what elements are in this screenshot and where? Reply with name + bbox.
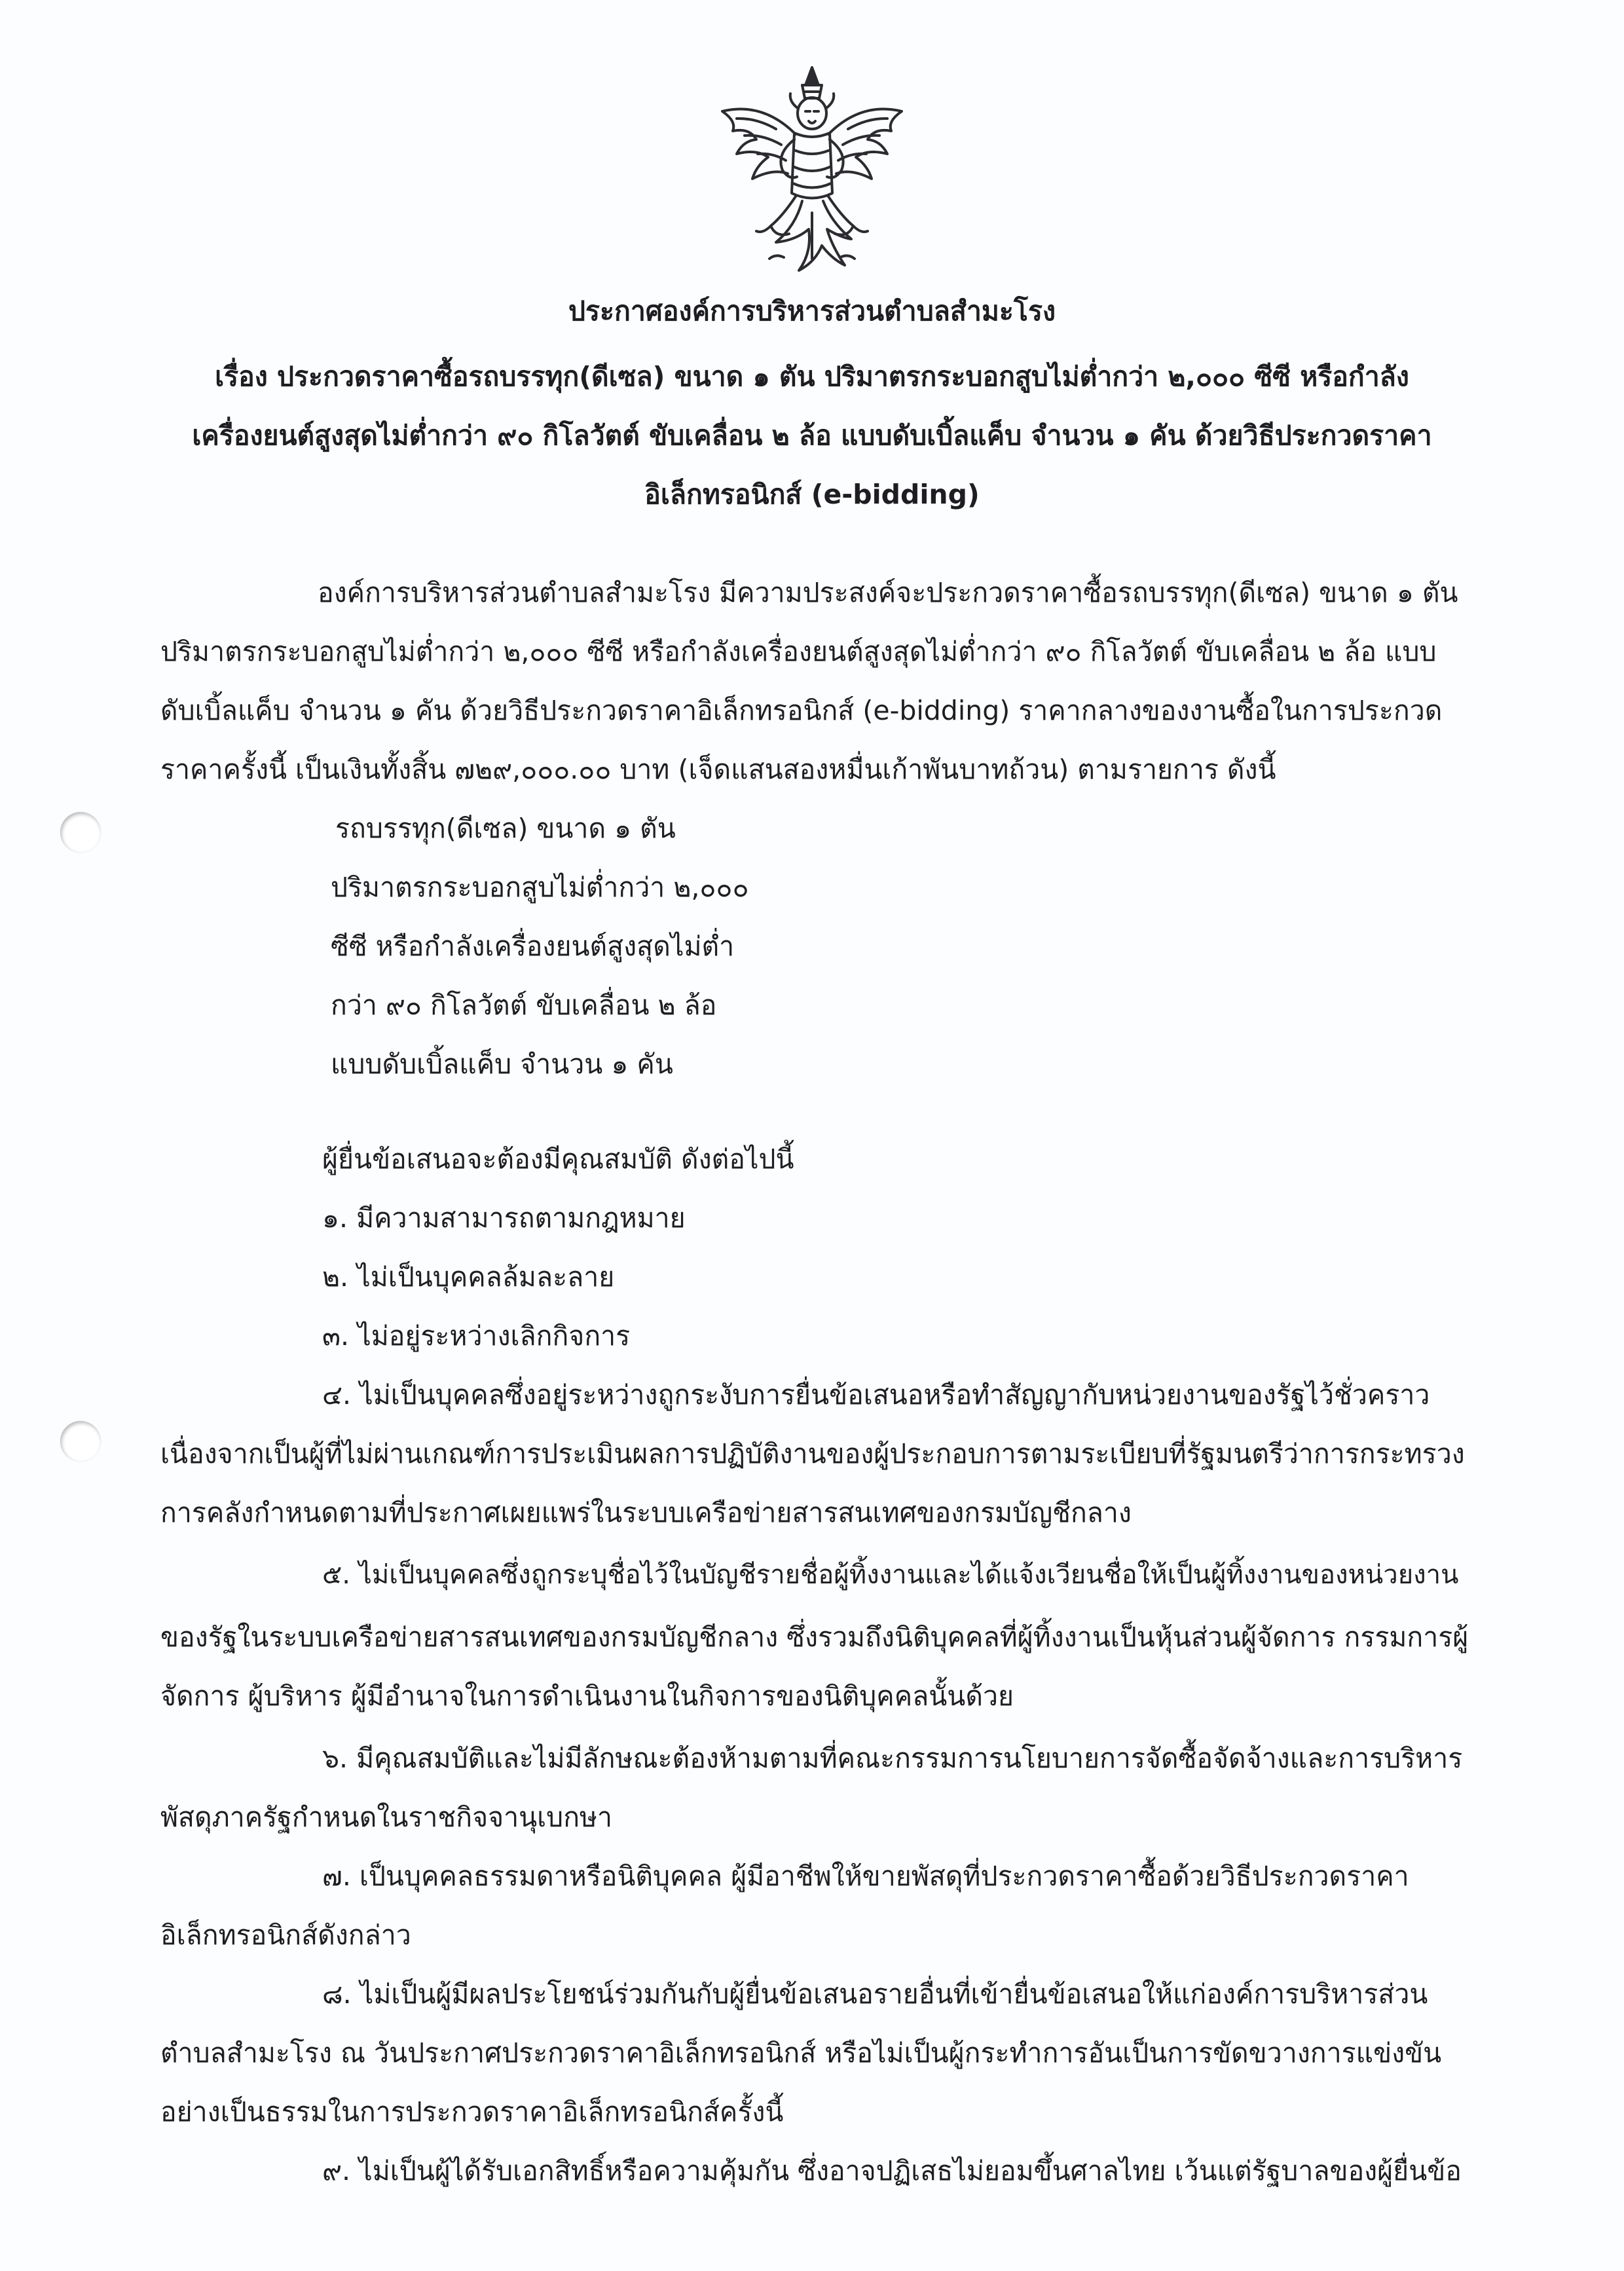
subject-line: เครื่องยนต์สูงสุดไม่ต่ำกว่า ๙๐ กิโลวัตต์ ขับเคลื่อน ๒ ล้อ แบบดับเบิ้ลแค็บ จำนวน ๑ คัน ด้วยวิธีประกวดราคา bbox=[192, 420, 1432, 451]
qualification-line: ๙. ไม่เป็นผู้ได้รับเอกสิทธิ์หรือความคุ้มกัน ซึ่งอาจปฏิเสธไม่ยอมขึ้นศาลไทย เว้นแต่รัฐบาลของผู้ยื่นข้อ bbox=[322, 2155, 1462, 2187]
qualification-line: ๘. ไม่เป็นผู้มีผลประโยชน์ร่วมกันกับผู้ยื่นข้อเสนอรายอื่นที่เข้ายื่นข้อเสนอให้แก่องค์การบริหารส่วน bbox=[322, 1978, 1428, 2010]
qualification-line: ๑. มีความสามารถตามกฎหมาย bbox=[322, 1202, 686, 1234]
qualification-line: จัดการ ผู้บริหาร ผู้มีอำนาจในการดำเนินงานในกิจการของนิติบุคคลนั้นด้วย bbox=[160, 1680, 1014, 1712]
qualification-line: อย่างเป็นธรรมในการประกวดราคาอิเล็กทรอนิกส์ครั้งนี้ bbox=[160, 2096, 784, 2128]
qualification-line: ๕. ไม่เป็นบุคคลซึ่งถูกระบุชื่อไว้ในบัญชีรายชื่อผู้ทิ้งงานและได้แจ้งเวียนชื่อให้เป็นผู้ทิ้งงานของหน่วยงาน bbox=[322, 1560, 1459, 1590]
qualification-line: ๖. มีคุณสมบัติและไม่มีลักษณะต้องห้ามตามที่คณะกรรมการนโยบายการจัดซื้อจัดจ้างและการบริหาร bbox=[322, 1743, 1463, 1774]
intro-line: ปริมาตรกระบอกสูบไม่ต่ำกว่า ๒,๐๐๐ ซีซี หรือกำลังเครื่องยนต์สูงสุดไม่ต่ำกว่า ๙๐ กิโลวัตต์ ขับเคลื่อน ๒ ล้อ แบบ bbox=[160, 636, 1437, 667]
qualification-line: การคลังกำหนดตามที่ประกาศเผยแพร่ในระบบเครือข่ายสารสนเทศของกรมบัญชีกลาง bbox=[160, 1497, 1132, 1528]
qualification-line: ๓. ไม่อยู่ระหว่างเลิกกิจการ bbox=[322, 1320, 631, 1352]
intro-line: ราคาครั้งนี้ เป็นเงินทั้งสิ้น ๗๒๙,๐๐๐.๐๐ บาท (เจ็ดแสนสองหมื่นเก้าพันบาทถ้วน) ตามรายการ ดังนี้ bbox=[160, 754, 1276, 785]
item-line: ปริมาตรกระบอกสูบไม่ต่ำกว่า ๒,๐๐๐ bbox=[331, 872, 749, 903]
qualification-line: อิเล็กทรอนิกส์ดังกล่าว bbox=[160, 1919, 411, 1951]
qualification-line: ตำบลสำมะโรง ณ วันประกาศประกวดราคาอิเล็กทรอนิกส์ หรือไม่เป็นผู้กระทำการอันเป็นการขัดขวางการแข่งขัน bbox=[160, 2037, 1442, 2069]
subject-line: อิเล็กทรอนิกส์ (e-bidding) bbox=[644, 479, 980, 510]
qualification-line: ๗. เป็นบุคคลธรรมดาหรือนิติบุคคล ผู้มีอาชีพให้ขายพัสดุที่ประกวดราคาซื้อด้วยวิธีประกวดราคา bbox=[322, 1860, 1409, 1892]
intro-line: ดับเบิ้ลแค็บ จำนวน ๑ คัน ด้วยวิธีประกวดราคาอิเล็กทรอนิกส์ (e-bidding) ราคากลางของงานซื้อในการประกวด bbox=[160, 695, 1443, 726]
qualifications-heading: ผู้ยื่นข้อเสนอจะต้องมีคุณสมบัติ ดังต่อไปนี้ bbox=[322, 1143, 794, 1175]
item-line: แบบดับเบิ้ลแค็บ จำนวน ๑ คัน bbox=[331, 1048, 673, 1080]
intro-line: องค์การบริหารส่วนตำบลสำมะโรง มีความประสงค์จะประกวดราคาซื้อรถบรรทุก(ดีเซล) ขนาด ๑ ตัน bbox=[318, 577, 1458, 608]
subject-line: เรื่อง ประกวดราคาซื้อรถบรรทุก(ดีเซล) ขนาด ๑ ตัน ปริมาตรกระบอกสูบไม่ต่ำกว่า ๒,๐๐๐ ซีซี หรือกำลัง bbox=[215, 361, 1409, 392]
item-line: กว่า ๙๐ กิโลวัตต์ ขับเคลื่อน ๒ ล้อ bbox=[331, 989, 717, 1021]
punch-hole-top bbox=[60, 812, 101, 853]
qualification-line: เนื่องจากเป็นผู้ที่ไม่ผ่านเกณฑ์การประเมินผลการปฏิบัติงานของผู้ประกอบการตามระเบียบที่รัฐมนตรีว่าการกระทรวง bbox=[160, 1438, 1465, 1469]
item-line: ซีซี หรือกำลังเครื่องยนต์สูงสุดไม่ต่ำ bbox=[331, 931, 735, 962]
qualification-line: พัสดุภาครัฐกำหนดในราชกิจจานุเบกษา bbox=[160, 1801, 613, 1833]
announcement-title: ประกาศองค์การบริหารส่วนตำบลสำมะโรง bbox=[568, 295, 1056, 327]
item-line: รถบรรทุก(ดีเซล) ขนาด ๑ ตัน bbox=[335, 813, 676, 844]
qualification-line: ของรัฐในระบบเครือข่ายสารสนเทศของกรมบัญชีกลาง ซึ่งรวมถึงนิติบุคคลที่ผู้ทิ้งงานเป็นหุ้นส่วนผู้จัดการ กรรมการผู้ bbox=[160, 1621, 1469, 1653]
punch-hole-bottom bbox=[60, 1421, 101, 1462]
qualification-line: ๒. ไม่เป็นบุคคลล้มละลาย bbox=[322, 1261, 615, 1293]
garuda-emblem-icon bbox=[710, 62, 913, 282]
qualification-line: ๔. ไม่เป็นบุคคลซึ่งอยู่ระหว่างถูกระงับการยื่นข้อเสนอหรือทำสัญญากับหน่วยงานของรัฐไว้ชั่วคราว bbox=[322, 1379, 1430, 1411]
